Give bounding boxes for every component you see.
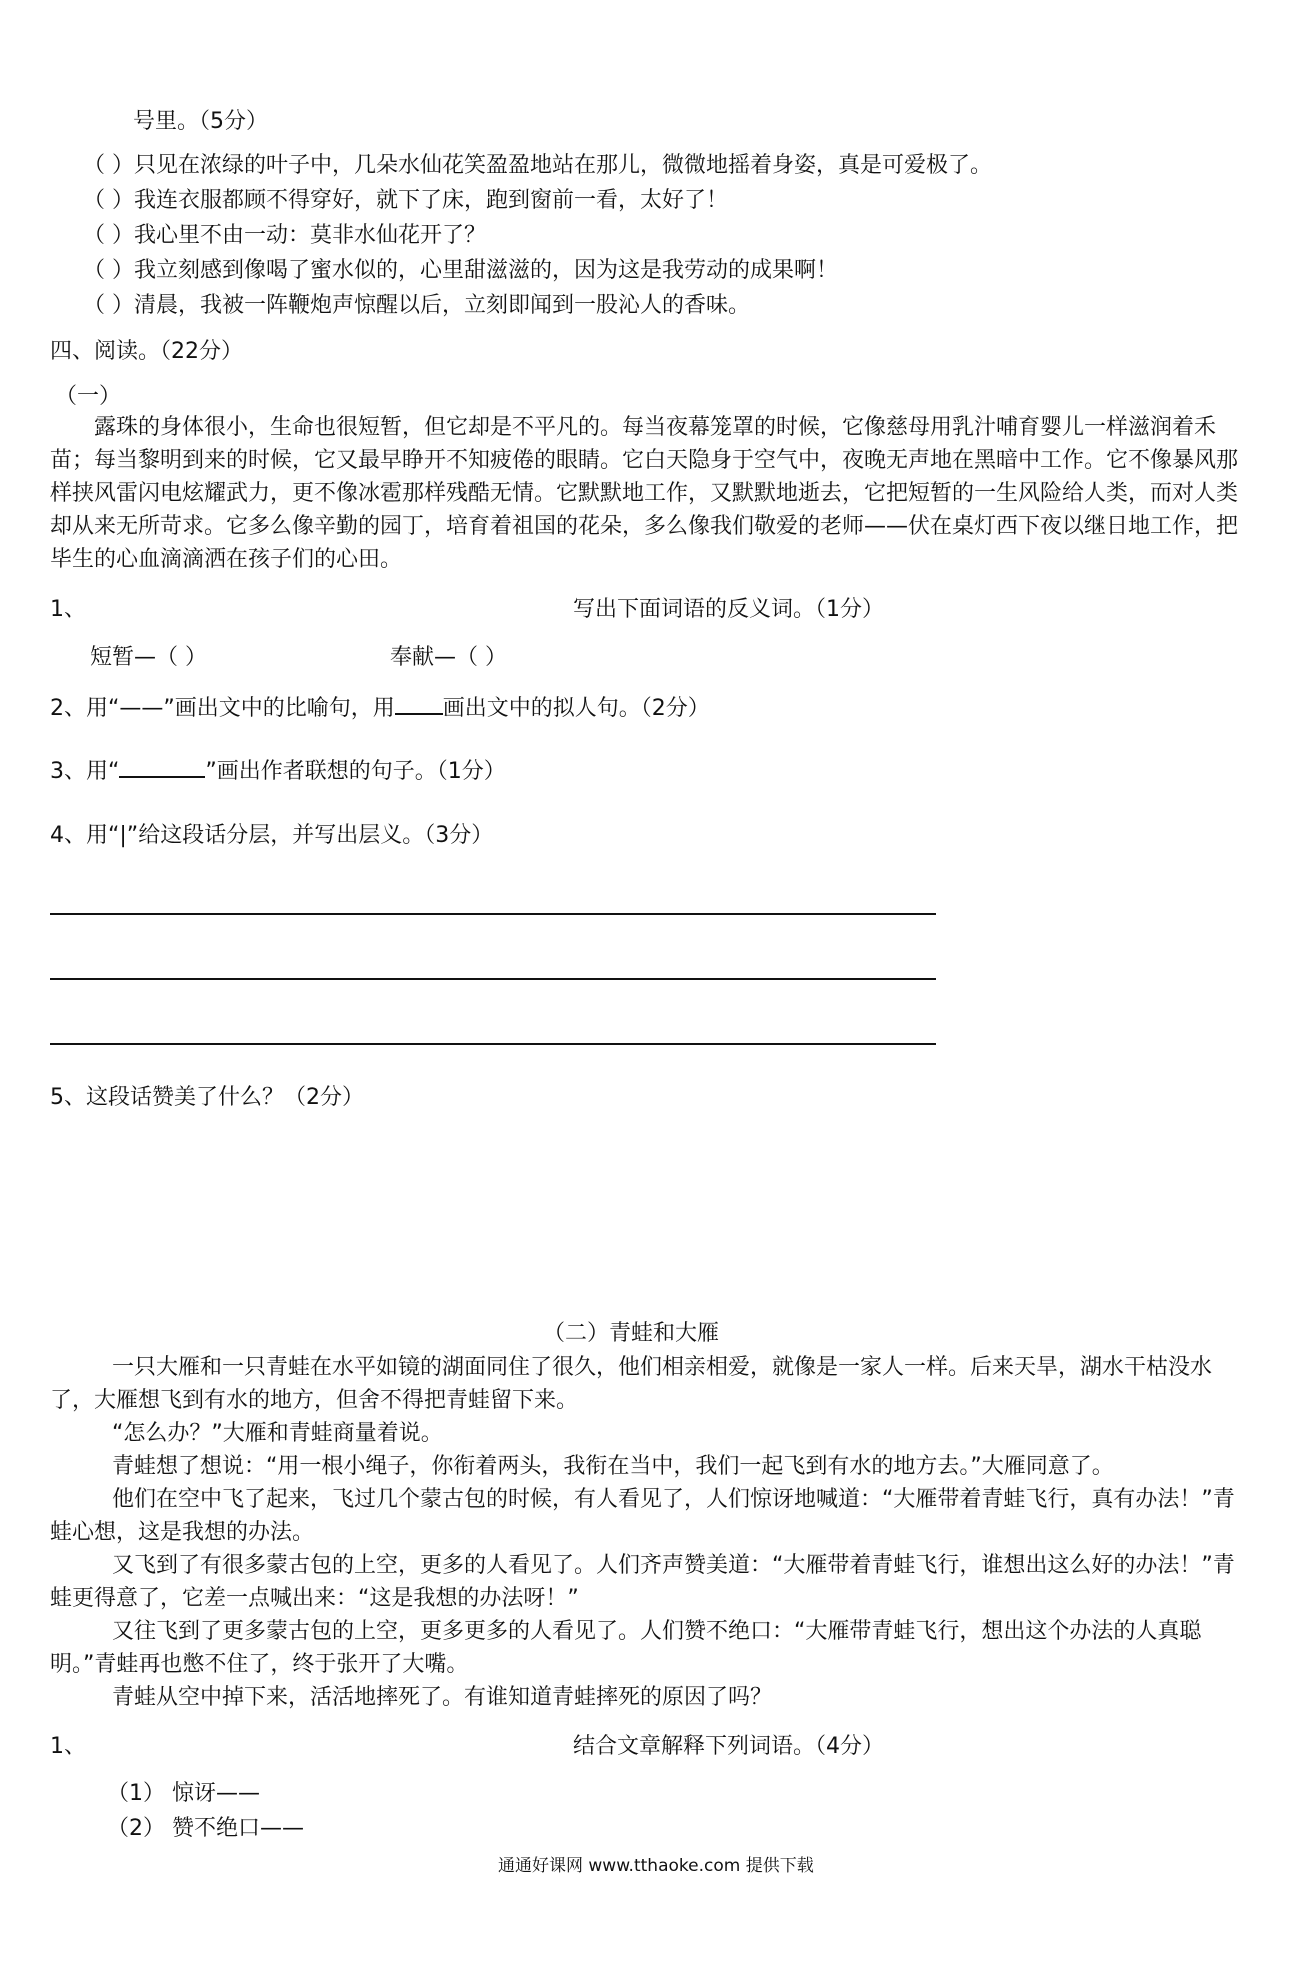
q1-number: 1、 — [50, 597, 86, 622]
q3-text-end: ”画出作者联想的句子。（1分） — [205, 759, 506, 784]
story-q1-item-2: （2） 赞不绝口—— — [107, 1816, 304, 1841]
part-one-label: （一） — [55, 384, 122, 409]
q5-text: 5、这段话赞美了什么？（2分） — [50, 1085, 364, 1110]
answer-line-1[interactable] — [50, 913, 936, 915]
story-paragraph-3: 青蛙想了想说：“用一根小绳子，你衔着两头，我衔在当中，我们一起飞到有水的地方去。”大雁同意了。 — [112, 1454, 1114, 1479]
q1-text: 写出下面词语的反义词。（1分） — [573, 597, 884, 622]
wavy-underline-sample — [395, 693, 443, 715]
order-item-4: （ ）我立刻感到像喝了蜜水似的，心里甜滋滋的，因为这是我劳动的成果啊！ — [83, 258, 838, 283]
story-q1-text: 结合文章解释下列词语。（4分） — [573, 1734, 884, 1759]
section-heading: 四、阅读。（22分） — [50, 339, 243, 364]
order-item-3: （ ）我心里不由一动：莫非水仙花开了？ — [83, 223, 486, 248]
story-paragraph-5: 又飞到了有很多蒙古包的上空，更多的人看见了。人们齐声赞美道：“大雁带着青蛙飞行，谁想出这么好的办法！”青蛙更得意了，它差一点喊出来：“这是我想的办法呀！” — [50, 1553, 1235, 1611]
story-q1-item-1: （1） 惊讶—— — [107, 1781, 260, 1806]
story-paragraph-7: 青蛙从空中掉下来，活活地摔死了。有谁知道青蛙摔死的原因了吗？ — [112, 1685, 773, 1710]
question-intro-line: 号里。（5分） — [133, 109, 268, 134]
footer-source: 通通好课网 www.tthaoke.com 提供下载 — [498, 1856, 814, 1876]
q4-text: 4、用“|”给这段话分层，并写出层义。（3分） — [50, 823, 494, 848]
answer-line-3[interactable] — [50, 1043, 936, 1045]
story-title: （二）青蛙和大雁 — [543, 1321, 720, 1346]
story-paragraph-4: 他们在空中飞了起来，飞过几个蒙古包的时候，有人看见了，人们惊讶地喊道：“大雁带着青蛙飞行，真有办法！”青蛙心想，这是我想的办法。 — [50, 1487, 1235, 1545]
q1-item-1: 短暂—（ ） — [90, 645, 207, 670]
story-paragraph-2: “怎么办？”大雁和青蛙商量着说。 — [112, 1421, 443, 1446]
story-paragraph-6: 又往飞到了更多蒙古包的上空，更多更多的人看见了。人们赞不绝口：“大雁带青蛙飞行，想出这个办法的人真聪明。”青蛙再也憋不住了，终于张开了大嘴。 — [50, 1619, 1202, 1677]
q1-item-2: 奉献—（ ） — [390, 645, 507, 670]
q2-text-end: 画出文中的拟人句。（2分） — [442, 696, 710, 721]
story-paragraph-1: 一只大雁和一只青蛙在水平如镜的湖面同住了很久，他们相亲相爱，就像是一家人一样。后来天旱，湖水干枯没水了，大雁想飞到有水的地方，但舍不得把青蛙留下来。 — [50, 1355, 1213, 1413]
order-item-1: （ ）只见在浓绿的叶子中，几朵水仙花笑盈盈地站在那儿，微微地摇着身姿，真是可爱极了。 — [83, 153, 992, 178]
q2-line — [50, 693, 710, 723]
order-item-2: （ ）我连衣服都顾不得穿好，就下了床，跑到窗前一看，太好了！ — [83, 188, 728, 213]
story-q1-number: 1、 — [50, 1734, 86, 1759]
q2-text-start: 2、用“——”画出文中的比喻句，用 — [50, 696, 395, 721]
q3-text-start: 3、用“ — [50, 759, 120, 784]
answer-line-2[interactable] — [50, 978, 936, 980]
underline-sample — [119, 756, 205, 778]
q3-line — [50, 756, 506, 786]
passage-one: 露珠的身体很小，生命也很短暂，但它却是不平凡的。每当夜幕笼罩的时候，它像慈母用乳汁哺育婴儿一样滋润着禾苗；每当黎明到来的时候，它又最早睁开不知疲倦的眼睛。它白天隐身于空气中，夜晚无声地在黑暗中工作。它不像暴风那样挟风雷闪电炫耀武力，更不像冰雹那样残酷无情。它默默地工作，又默默地逝去，它把短暂的一生风险给人类，而对人类却从来无所苛求。它多么像辛勤的园丁，培育着祖国的花朵，多么像我们敬爱的老师——伏在桌灯西下夜以继日地工作，把毕生的心血滴滴洒在孩子们的心田。 — [50, 415, 1239, 572]
order-item-5: （ ）清晨，我被一阵鞭炮声惊醒以后，立刻即闻到一股沁人的香味。 — [83, 293, 750, 318]
